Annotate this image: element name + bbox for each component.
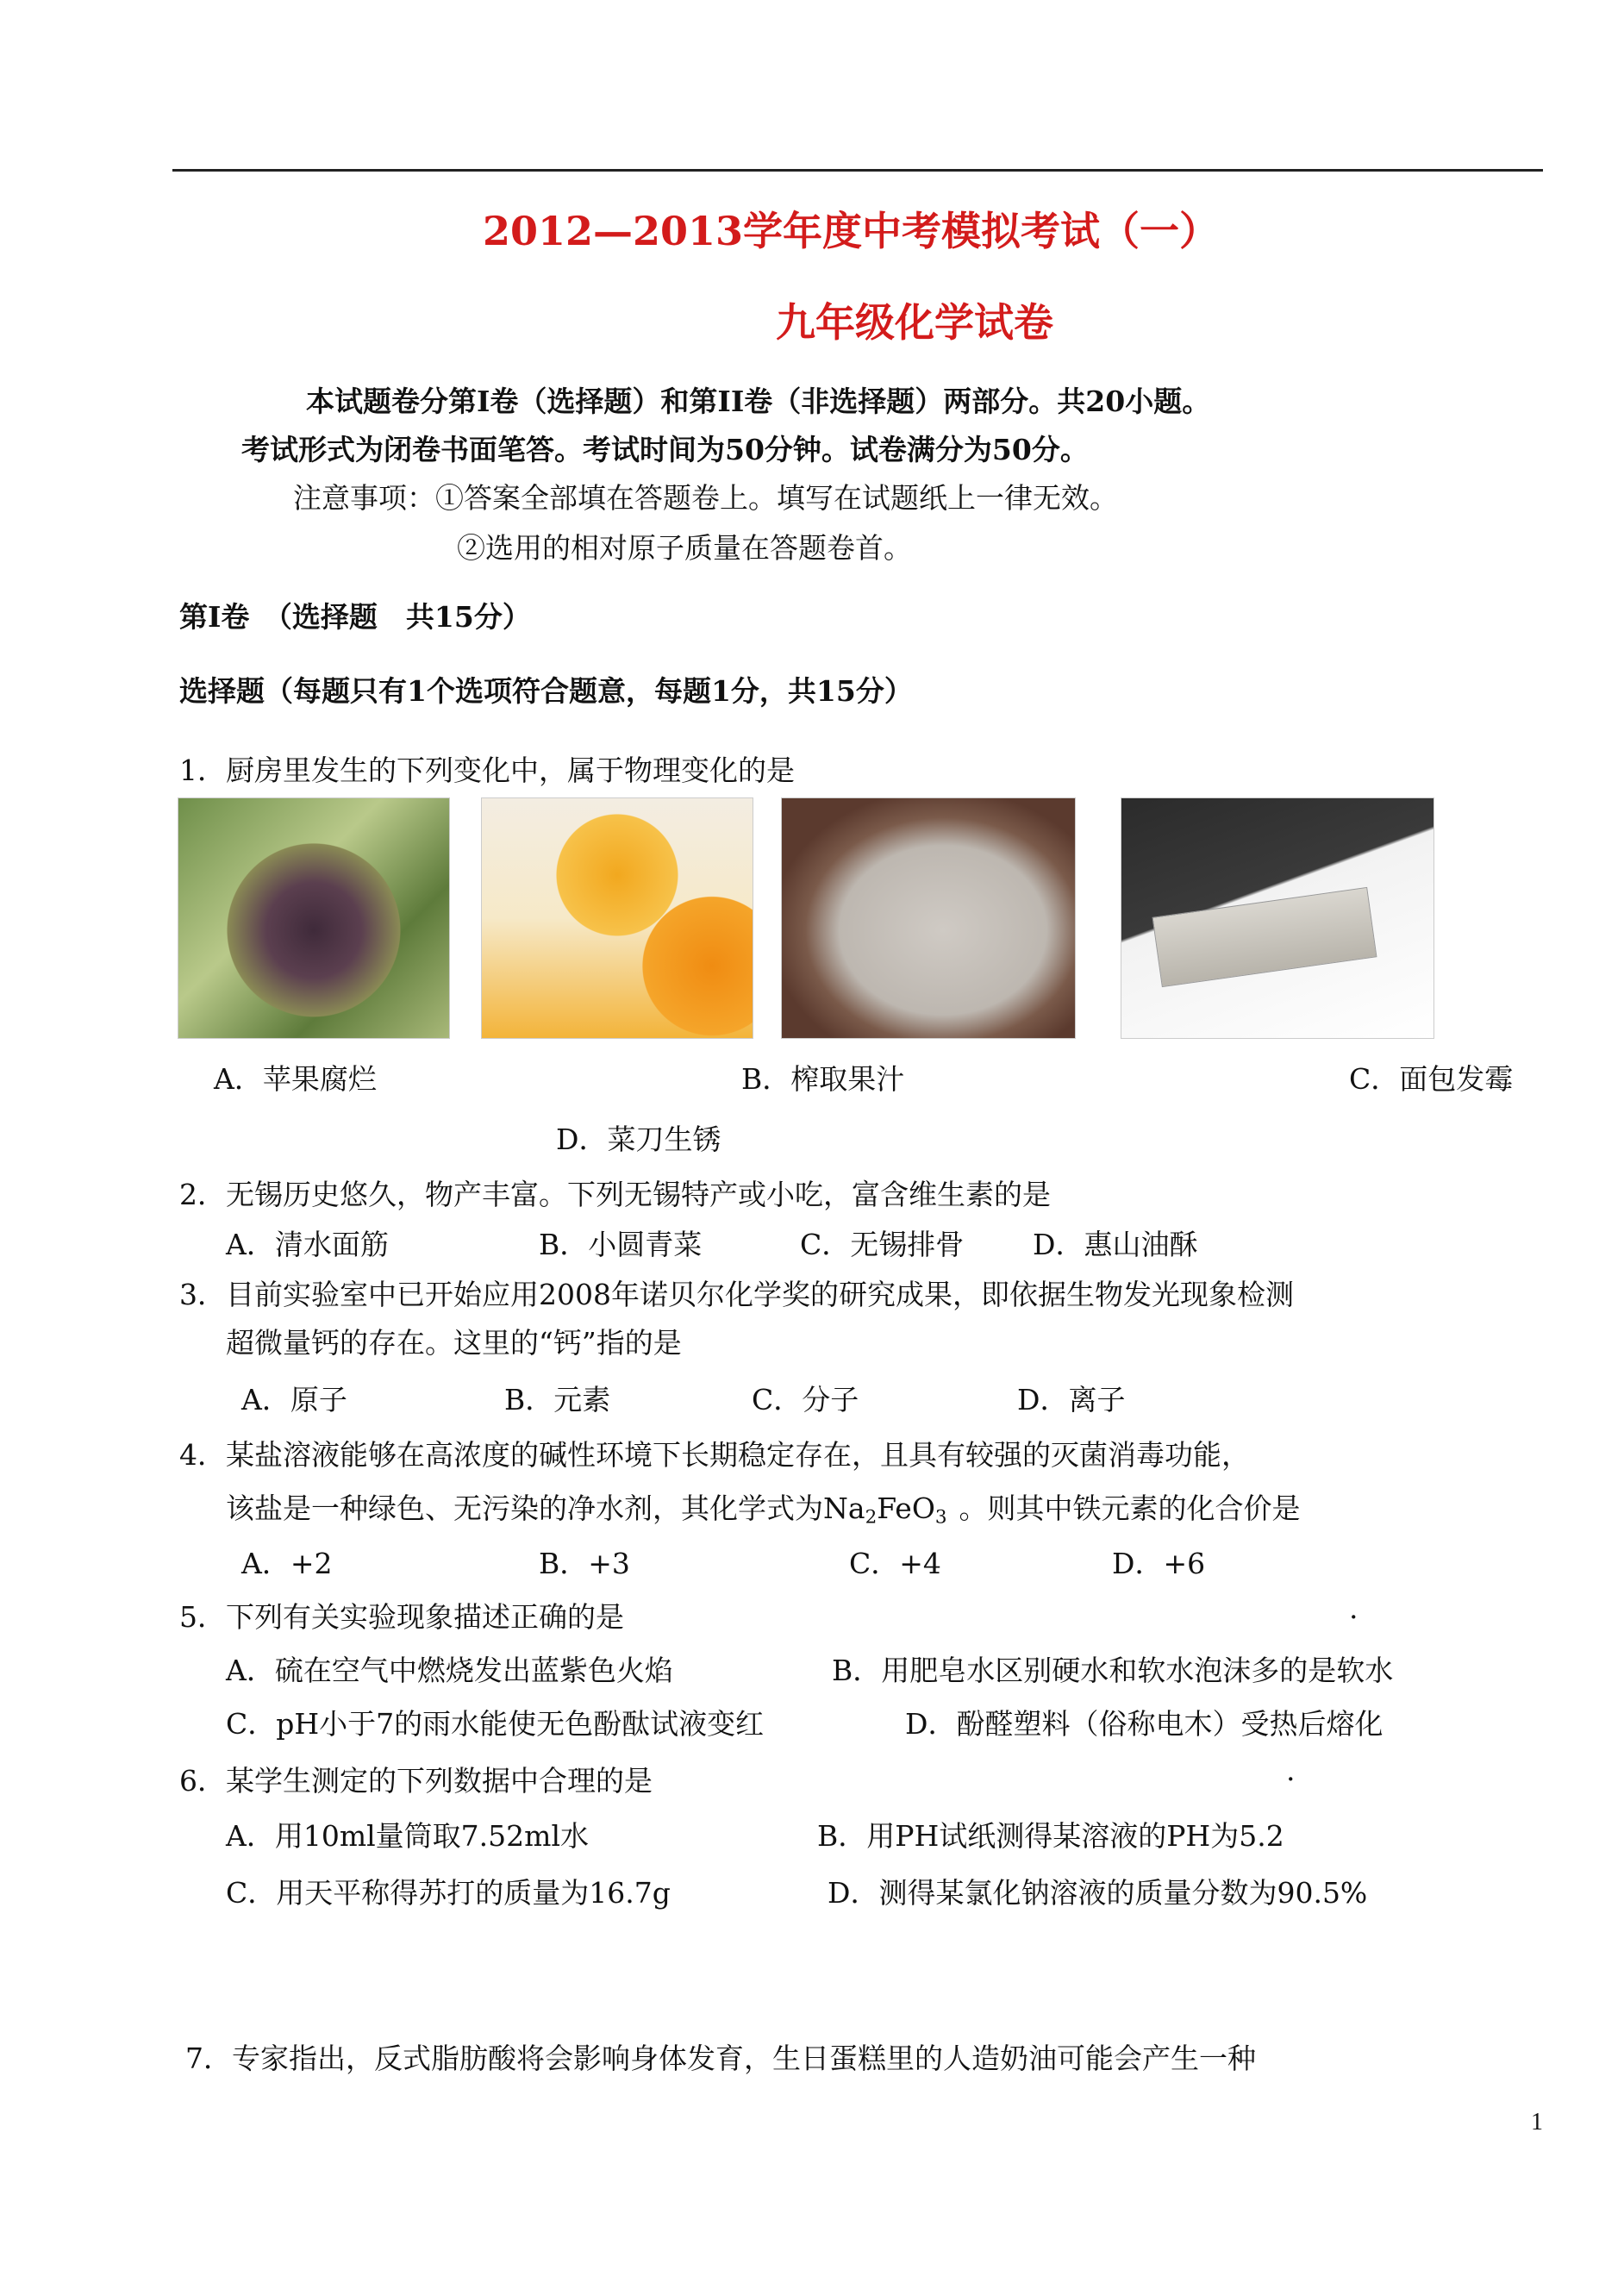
q5-stem: 5．下列有关实验现象描述正确的是 — [179, 1600, 624, 1634]
q4-option-b: B．+3 — [539, 1547, 630, 1580]
q3-stem-line-1: 3．目前实验室中已开始应用2008年诺贝尔化学奖的研究成果，即依据生物发光现象检测 — [179, 1278, 1294, 1311]
q1-option-d: D．菜刀生锈 — [556, 1122, 721, 1156]
q1-image-knife — [1121, 797, 1434, 1039]
section-instructions: 选择题（每题只有1个选项符合题意，每题1分，共15分） — [179, 674, 913, 708]
q3-option-c: C．分子 — [752, 1383, 859, 1416]
q4-option-a: A．+2 — [241, 1547, 333, 1580]
q5-option-b: B．用肥皂水区别硬水和软水泡沫多的是软水 — [832, 1654, 1394, 1687]
exam-subtitle: 九年级化学试卷 — [776, 299, 1053, 346]
q2-option-a: A．清水面筋 — [226, 1228, 389, 1261]
q6-stem: 6．某学生测定的下列数据中合理的是 — [179, 1764, 653, 1798]
q6-option-b: B．用PH试纸测得某溶液的PH为5.2 — [817, 1819, 1284, 1853]
intro-line-4: ②选用的相对原子质量在答题卷首。 — [457, 531, 912, 565]
intro-line-3: 注意事项：①答案全部填在答题卷上。填写在试题纸上一律无效。 — [293, 481, 1118, 515]
section-heading: 第Ⅰ卷 （选择题 共15分） — [179, 600, 531, 634]
q3-option-a: A．原子 — [241, 1383, 347, 1416]
q5-option-c: C．pH小于7的雨水能使无色酚酞试液变红 — [226, 1707, 765, 1741]
q4-stem-line-1: 4．某盐溶液能够在高浓度的碱性环境下长期稳定存在，且具有较强的灭菌消毒功能， — [179, 1438, 1250, 1472]
q6-option-a: A．用10ml量筒取7.52ml水 — [226, 1819, 589, 1853]
q1-image-juice — [481, 797, 753, 1039]
q1-image-bread — [781, 797, 1076, 1039]
q2-option-b: B．小圆青菜 — [539, 1228, 703, 1261]
q4-stem-line-2: 该盐是一种绿色、无污染的净水剂，其化学式为$Na_2FeO_3$ 。则其中铁元素的化合价是 — [226, 1491, 1301, 1529]
q6-option-c: C．用天平称得苏打的质量为16.7g — [226, 1876, 671, 1910]
q2-option-c: C．无锡排骨 — [800, 1228, 965, 1261]
q5-option-a: A．硫在空气中燃烧发出蓝紫色火焰 — [226, 1654, 673, 1687]
q1-image-apple — [178, 797, 450, 1039]
q2-stem: 2．无锡历史悠久，物产丰富。下列无锡特产或小吃，富含维生素的是 — [179, 1178, 1051, 1211]
q6-dot: . — [1286, 1754, 1296, 1787]
q1-option-c: C．面包发霉 — [1349, 1062, 1514, 1096]
page-number: 1 — [1531, 2109, 1543, 2136]
q1-option-a: A．苹果腐烂 — [214, 1062, 377, 1096]
q2-option-d: D．惠山油酥 — [1033, 1228, 1198, 1261]
header-rule — [172, 169, 1543, 172]
q5-option-d: D．酚醛塑料（俗称电木）受热后熔化 — [905, 1707, 1384, 1741]
q4-option-c: C．+4 — [849, 1547, 941, 1580]
q3-stem-line-2: 超微量钙的存在。这里的“钙”指的是 — [226, 1326, 682, 1360]
q5-dot: . — [1349, 1591, 1359, 1625]
q7-stem: 7．专家指出，反式脂肪酸将会影响身体发育，生日蛋糕里的人造奶油可能会产生一种 — [185, 2042, 1256, 2075]
q6-option-d: D．测得某氯化钠溶液的质量分数为90.5% — [828, 1876, 1368, 1910]
intro-line-2: 考试形式为闭卷书面笔答。考试时间为50分钟。试卷满分为50分。 — [241, 433, 1089, 466]
exam-title: 2012—2013学年度中考模拟考试（一） — [483, 208, 1220, 254]
intro-line-1: 本试题卷分第Ⅰ卷（选择题）和第II卷（非选择题）两部分。共20小题。 — [306, 385, 1211, 418]
q1-stem: 1．厨房里发生的下列变化中，属于物理变化的是 — [179, 754, 795, 787]
q3-option-b: B．元素 — [504, 1383, 611, 1416]
q1-option-b: B．榨取果汁 — [741, 1062, 905, 1096]
q3-option-d: D．离子 — [1017, 1383, 1126, 1416]
q4-option-d: D．+6 — [1112, 1547, 1206, 1580]
